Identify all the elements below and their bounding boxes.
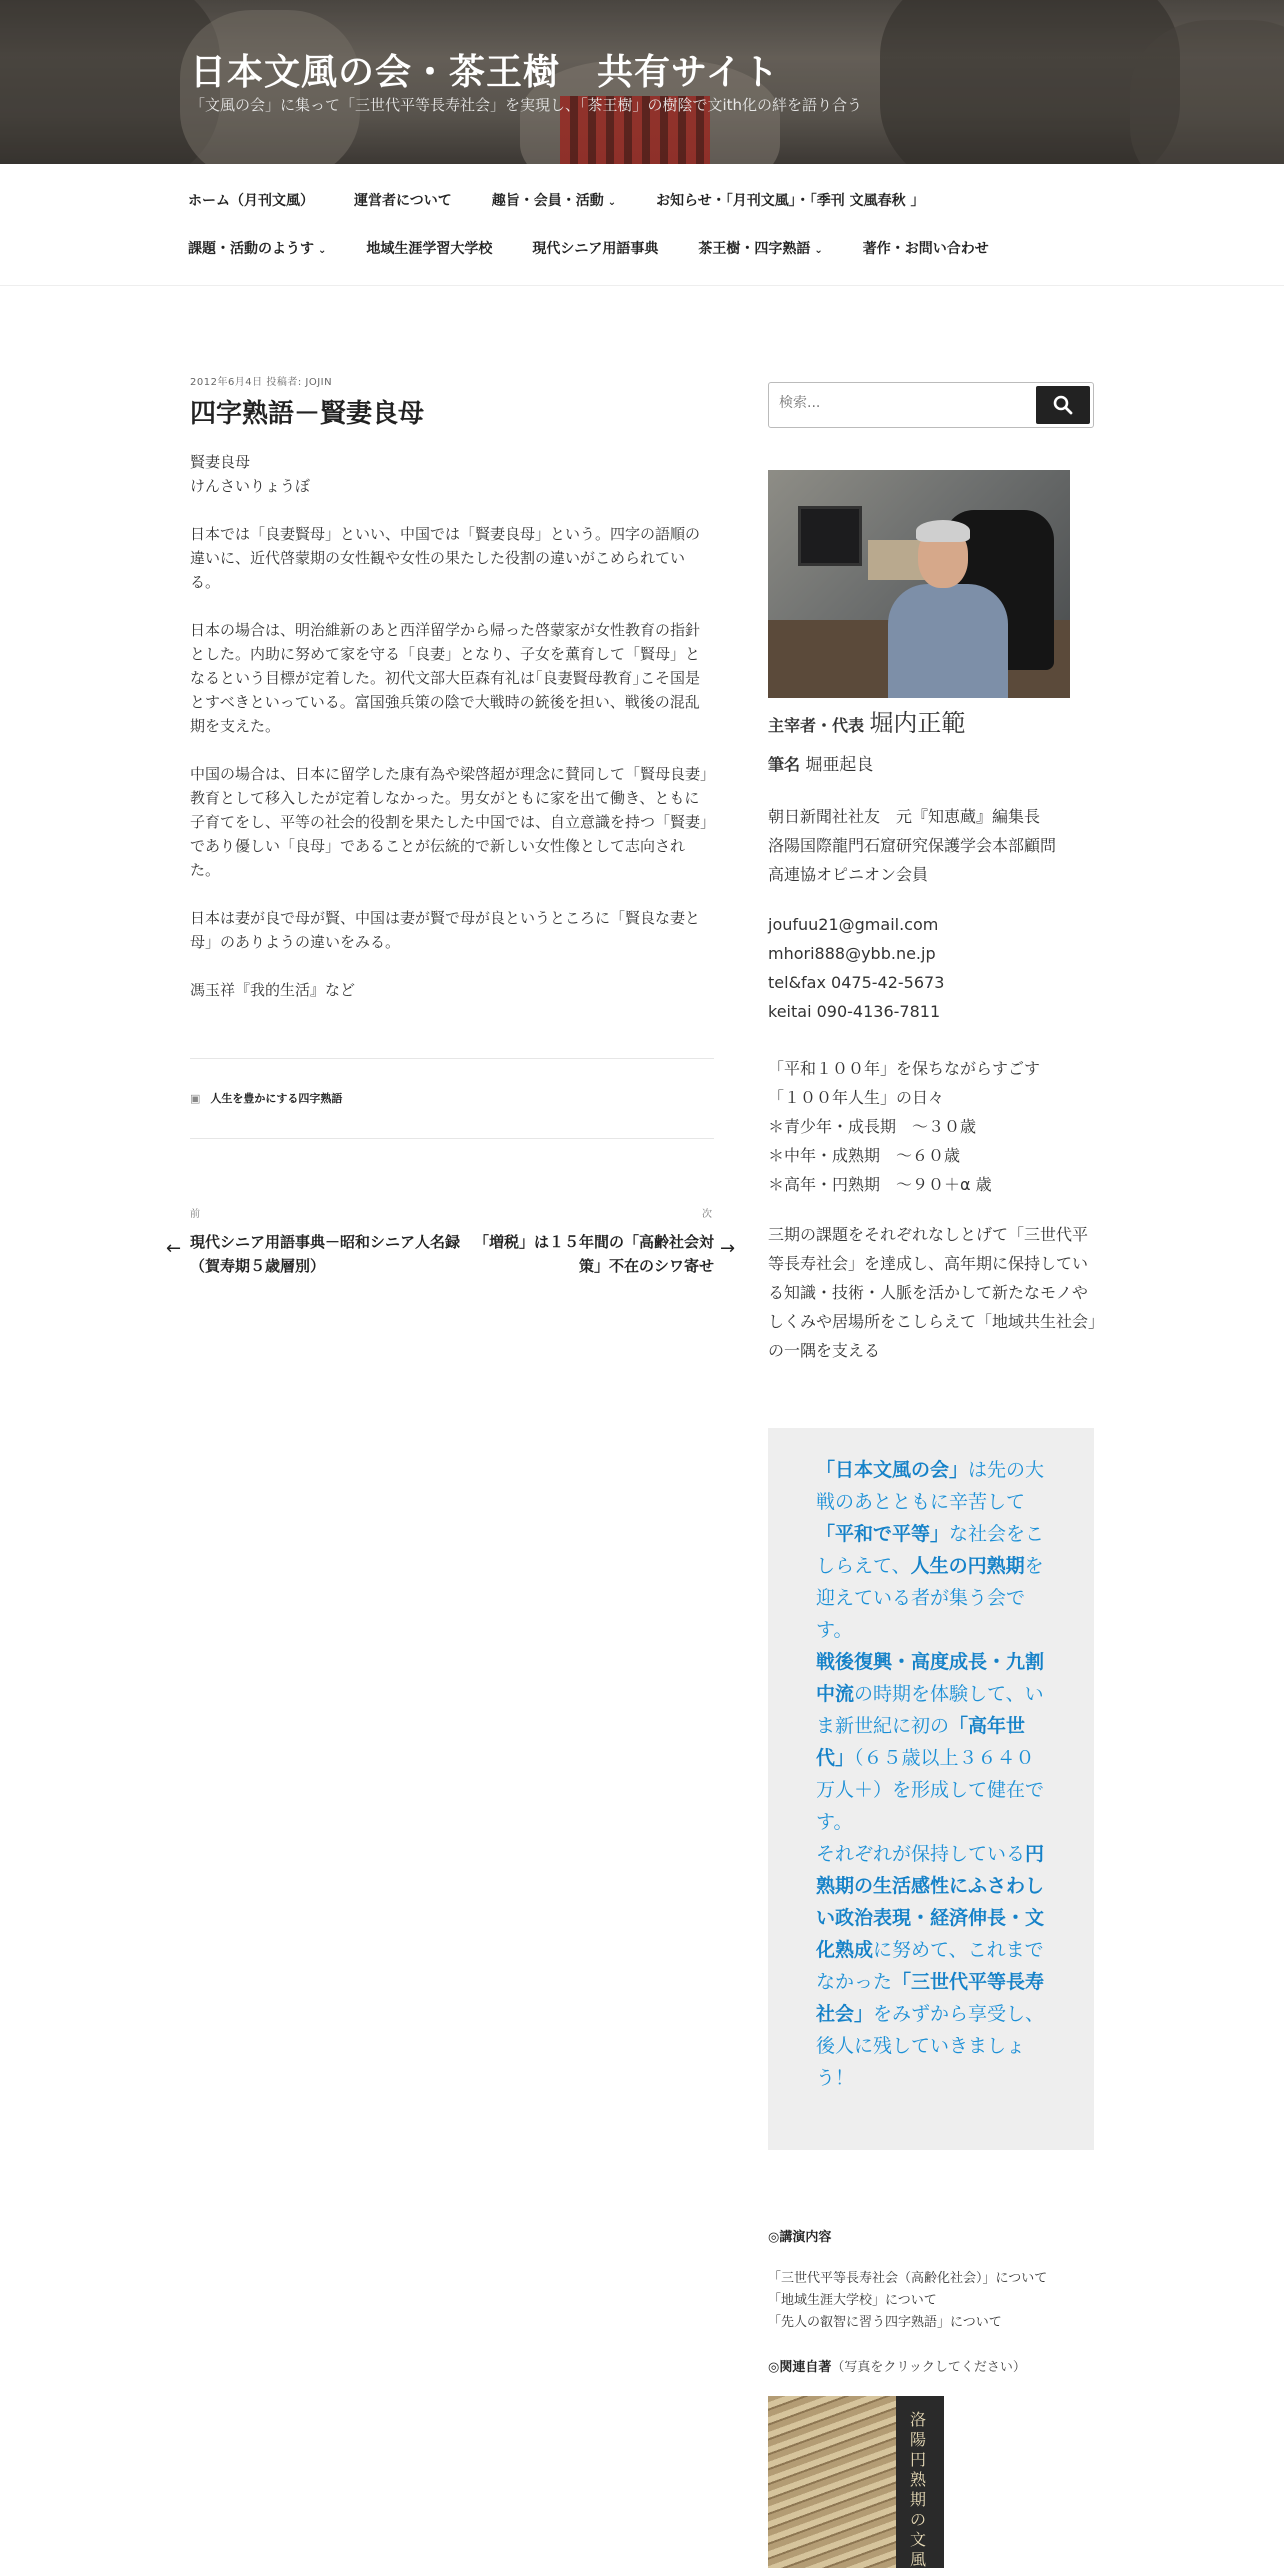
nav-item[interactable]: [188, 190, 334, 210]
callout-fragment: 人生の円熟期: [910, 1555, 1025, 1577]
life-stage-line: 「１００年人生」の日々: [768, 1088, 945, 1107]
callout-fragment: それぞれが保持している: [816, 1843, 1026, 1865]
callout-fragment: 円熟期の生活感性にふさわしい政治表現・経済伸長・文化熟成: [816, 1843, 1045, 1961]
prev-post-link[interactable]: 現代シニア用語事典－昭和シニア人名録（賀寿期５歳層別）: [190, 1233, 461, 1275]
callout-fragment: 「高年世代」: [816, 1715, 1026, 1769]
representative-photo: [768, 470, 1070, 698]
search-button[interactable]: [1036, 386, 1090, 424]
callout-fragment: 「三世代平等長寿社会」: [816, 1971, 1045, 2025]
category-link[interactable]: 人生を豊かにする四字熟語: [210, 1092, 343, 1105]
chevron-down-icon[interactable]: ⌄: [814, 245, 823, 256]
main-navigation: [0, 164, 1284, 286]
chevron-down-icon[interactable]: ⌄: [318, 245, 327, 256]
post-meta: 2012年6月4日 投稿者: JOJIN: [190, 377, 333, 388]
post-paragraph: 賢妻良母 けんさいりょうぼ: [190, 453, 311, 495]
representative-name: 堀内正範: [869, 709, 966, 737]
representative-label: 主宰者・代表: [768, 716, 865, 735]
post-paragraph: 日本は妻が良で母が賢、中国は妻が賢で母が良というところに「賢良な妻と母」のありようの違いをみる。: [190, 909, 701, 951]
prev-post-label: 前: [190, 1209, 200, 1220]
search-input[interactable]: [779, 395, 1029, 411]
callout-fragment: 「日本文風の会」: [816, 1459, 969, 1481]
life-stage-line: 「平和１００年」を保ちながらすごす: [768, 1059, 1041, 1078]
nav-item-label: 運営者について: [354, 193, 452, 209]
book-spine-title: 洛陽 円熟期の文風: [910, 2410, 927, 2568]
lecture-item: 「三世代平等長寿社会（高齢化社会）」について: [768, 2271, 1048, 2286]
books-heading-label: ◎関連自著: [768, 2360, 832, 2375]
representative: [768, 708, 965, 741]
nav-item[interactable]: [843, 238, 1009, 258]
affiliation-line: 高連協オピニオン会員: [768, 865, 929, 884]
nav-item-label: 現代シニア用語事典: [532, 241, 659, 257]
callout-fragment: をみずから享受し、後人に残していきましょう！: [816, 2003, 1045, 2089]
nav-item-label: 著作・お問い合わせ: [862, 241, 989, 257]
post-category: [190, 1090, 342, 1106]
nav-item-label: ホーム（月刊文風）: [188, 193, 314, 209]
contact-line: mhori888@ybb.ne.jp: [768, 944, 936, 963]
nav-item[interactable]: [346, 238, 512, 258]
lecture-list: [768, 2268, 1047, 2334]
callout-fragment: な社会をこしらえて、: [816, 1523, 1045, 1577]
lecture-heading: ◎講演内容: [768, 2230, 832, 2245]
nav-item-label: 課題・活動のようす: [188, 241, 314, 257]
life-stage-line: ＊高年・円熟期 ～９０＋α 歳: [768, 1175, 992, 1194]
mission-text: 三期の課題をそれぞれなしとげて「三世代平等長寿社会」を達成し、高年期に保持している知識・技術・人脈を活かして新たなモノやしくみや居場所をこしらえて「地域共生社会」の一隅を支える: [768, 1225, 1097, 1360]
affiliation-line: 朝日新聞社社友 元『知恵蔵』編集長: [768, 807, 1041, 826]
nav-item-label: お知らせ・「月刊文風」・「季刊 文風春秋 」: [656, 193, 925, 209]
penname-value: 堀亜起良: [805, 755, 874, 775]
post-body: [190, 450, 710, 1026]
callout-fragment: 「平和で平等」: [816, 1523, 950, 1545]
life-stage-line: ＊青少年・成長期 ～３０歳: [768, 1117, 977, 1136]
life-stage-line: ＊中年・成熟期 ～６０歳: [768, 1146, 961, 1165]
nav-item[interactable]: [512, 238, 678, 258]
about-callout: [768, 1428, 1094, 2150]
nav-item[interactable]: [334, 190, 472, 210]
book-cover[interactable]: [768, 2396, 944, 2568]
site-title[interactable]: 日本文風の会・茶王樹 共有サイト: [190, 52, 780, 93]
post-paragraph: 日本の場合は、明治維新のあと西洋留学から帰った啓蒙家が女性教育の指針とした。内助に努めて家を守る「良妻」となり、子女を薫育して「賢母」となるという目標が定着した。初代文部大臣森有礼は｢良妻賢母教育｣こそ国是とすべきといっている。富国強兵策の陰で大戦時の銃後を担い、戦後の混乱期を支えた。: [190, 621, 701, 735]
arrow-right-icon[interactable]: →: [720, 1238, 736, 1259]
affiliations: [768, 802, 1056, 889]
chevron-down-icon[interactable]: ⌄: [607, 197, 617, 208]
post-paragraph: 日本では「良妻賢母」といい、中国では「賢妻良母」という。四字の語順の違いに、近代啓蒙期の女性観や女性の果たした役割の違いがこめられている。: [190, 525, 701, 591]
callout-fragment: に努めて、これまでなかった: [816, 1939, 1044, 1993]
nav-item[interactable]: [636, 190, 944, 210]
nav-item[interactable]: [472, 190, 636, 210]
next-post-link[interactable]: 「増税」は１５年間の「高齢社会対策」不在のシワ寄せ: [473, 1233, 714, 1275]
contact-line: keitai 090-4136-7811: [768, 1002, 941, 1021]
nav-item-label: 趣旨・会員・活動: [491, 193, 604, 209]
callout-fragment: （６５歳以上３６４０万人＋）を形成して健在です。: [816, 1747, 1045, 1833]
post-title: 四字熟語－賢妻良母: [190, 399, 425, 429]
site-description: 「文風の会」に集って「三世代平等長寿社会」を実現し、「茶王樹」の樹陰で文ith化の絆を語り合う: [190, 96, 863, 114]
callout-fragment: は先の大戦のあとともに辛苦して: [816, 1459, 1045, 1513]
folder-icon: ▣: [190, 1092, 201, 1105]
lecture-item: 「先人の叡智に習う四字熟語」について: [768, 2315, 1002, 2330]
nav-item[interactable]: [188, 238, 346, 258]
next-post-label: 次: [702, 1209, 712, 1220]
divider: [190, 1058, 714, 1059]
affiliation-line: 洛陽国際龍門石窟研究保護学会本部顧問: [768, 836, 1057, 855]
callout-fragment: を迎えている者が集う会です。: [816, 1555, 1044, 1641]
penname-label: 筆名: [768, 755, 801, 774]
header-banner: [0, 0, 1284, 164]
post-paragraph: 中国の場合は、日本に留学した康有為や梁啓超が理念に賛同して「賢母良妻」教育として移入したが定着しなかった。男女がともに家を出て働き、ともに子育てをし、平等の社会的役割を果たした中国では、自立意識を持つ「賢妻」であり優しい「良母」であることが伝統的で新しい女性像として志向された。: [190, 765, 708, 879]
nav-item-label: 地域生涯学習大学校: [366, 241, 493, 257]
nav-item-label: 茶王樹・四字熟語: [698, 241, 811, 257]
divider: [190, 1138, 714, 1139]
penname: [768, 750, 873, 780]
post-paragraph: 馮玉祥『我的生活』など: [190, 981, 356, 999]
callout-fragment: 戦後復興・高度成長・九割中流: [816, 1651, 1045, 1705]
lecture-item: 「地域生涯大学校」について: [768, 2293, 937, 2308]
contact-line: joufuu21@gmail.com: [768, 915, 939, 934]
nav-item[interactable]: [678, 238, 842, 258]
search-icon: [1053, 395, 1073, 415]
contact-info: [768, 910, 944, 1026]
contact-line: tel&fax 0475-42-5673: [768, 973, 945, 992]
life-stages: [768, 1054, 1040, 1199]
callout-fragment: の時期を体験して、いま新世紀に初の: [816, 1683, 1044, 1737]
arrow-left-icon[interactable]: ←: [166, 1238, 182, 1259]
callout-text: [816, 1454, 1048, 2094]
books-note: （写真をクリックしてください）: [831, 2360, 1026, 2375]
search-form: [768, 382, 1094, 428]
books-heading: [768, 2356, 1026, 2375]
